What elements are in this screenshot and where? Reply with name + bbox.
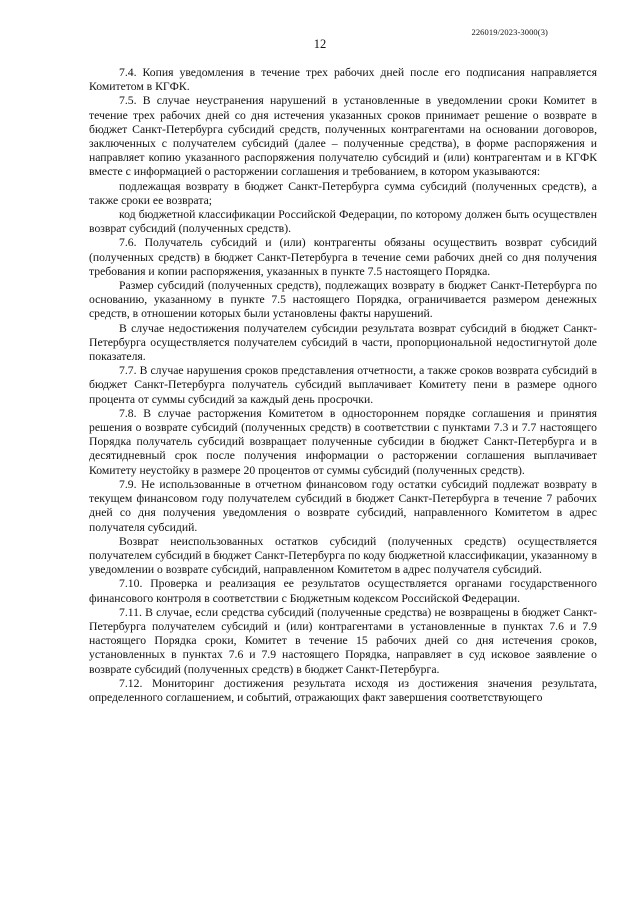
paragraph-7-9-return: Возврат неиспользованных остатков субсидий (полученных средств) осуществляется получателем субсидий в бюджет Санкт-Петербурга по коду бюджетной классификации, указанному в уведомлении о возврате субсидий, направленном Комитетом в адрес получателя субсидий. — [89, 534, 597, 577]
document-body — [89, 66, 597, 705]
paragraph-7-8: 7.8. В случае расторжения Комитетом в одностороннем порядке соглашения и принятия решения о возврате субсидий (полученных средств) в соответствии с пунктами 7.3 и 7.7 настоящего Порядка получатель субсидий возвращает полученные субсидии в бюджет Санкт-Петербурга и в десятидневный срок после получения информации о расторжении соглашения выплачивает Комитету неустойку в размере 20 процентов от суммы субсидий (полученных средств). — [89, 406, 597, 477]
document-registration-number: 226019/2023-3000(3) — [471, 27, 548, 37]
paragraph-7-5: 7.5. В случае неустранения нарушений в установленные в уведомлении сроки Комитет в течение трех рабочих дней со дня истечения указанных сроков принимает решение о возврате в бюджет Санкт-Петербурга субсидий средств, полученных контрагентами на основании договоров, заключенных с получателем субсидий (далее – полученные средства), в форме распоряжения и направляет копию указанного распоряжения получателю субсидий и (или) контрагентам и в КГФК вместе с информацией о расторжении соглашения и требованием, в котором указываются: — [89, 94, 597, 179]
paragraph-7-9: 7.9. Не использованные в отчетном финансовом году остатки субсидий подлежат возврату в текущем финансовом году получателем субсидий в бюджет Санкт-Петербурга в течение 7 рабочих дней со дня получения уведомления о возврате субсидий, направленного Комитетом в адрес получателя субсидий. — [89, 477, 597, 534]
paragraph-7-4: 7.4. Копия уведомления в течение трех рабочих дней после его подписания направляется Комитетом в КГФК. — [89, 66, 597, 94]
paragraph-7-6: 7.6. Получатель субсидий и (или) контрагенты обязаны осуществить возврат субсидий (полученных средств) в бюджет Санкт-Петербурга в течение семи рабочих дней со дня получения требования и копии распоряжения, указанных в пункте 7.5 настоящего Порядка. — [89, 236, 597, 278]
page-number: 12 — [313, 37, 327, 51]
paragraph-7-11: 7.11. В случае, если средства субсидий (полученные средства) не возвращены в бюджет Санкт-Петербурга получателем субсидий и (или) контрагентами в установленные в пунктах 7.6 и 7.9 настоящего Порядка сроки, Комитет в течение 15 рабочих дней со дня истечения сроков, установленных в пунктах 7.6 и 7.9 настоящего Порядка, направляет в суд исковое заявление о возврате субсидий (полученных средств) в бюджет Санкт-Петербурга. — [89, 605, 597, 676]
paragraph-7-10: 7.10. Проверка и реализация ее результатов осуществляется органами государственного финансового контроля в соответствии с Бюджетным кодексом Российской Федерации. — [89, 577, 597, 605]
paragraph-7-6-underachievement: В случае недостижения получателем субсидии результата возврат субсидий в бюджет Санкт-Петербурга осуществляется получателем субсидий в части, пропорциональной недостигнутой доле показателя. — [89, 321, 597, 364]
paragraph-7-5-item-code: код бюджетной классификации Российской Федерации, по которому должен быть осуществлен возврат субсидий (полученных средств). — [89, 208, 597, 236]
paragraph-7-6-amount: Размер субсидий (полученных средств), подлежащих возврату в бюджет Санкт-Петербурга по основанию, указанному в пункте 7.5 настоящего Порядка, ограничивается размером денежных средств, в отношении которых были установлены факты нарушений. — [89, 279, 597, 321]
paragraph-7-5-item-amount: подлежащая возврату в бюджет Санкт-Петербурга сумма субсидий (полученных средств), а также сроки ее возврата; — [89, 179, 597, 207]
paragraph-7-7: 7.7. В случае нарушения сроков представления отчетности, а также сроков возврата субсидий в бюджет Санкт-Петербурга получатель субсидий выплачивает Комитету пени в размере одного процента от суммы субсидий за каждый день просрочки. — [89, 364, 597, 406]
paragraph-7-12: 7.12. Мониторинг достижения результата исходя из достижения значения результата, определенного соглашением, и событий, отражающих факт завершения соответствующего — [89, 676, 597, 704]
